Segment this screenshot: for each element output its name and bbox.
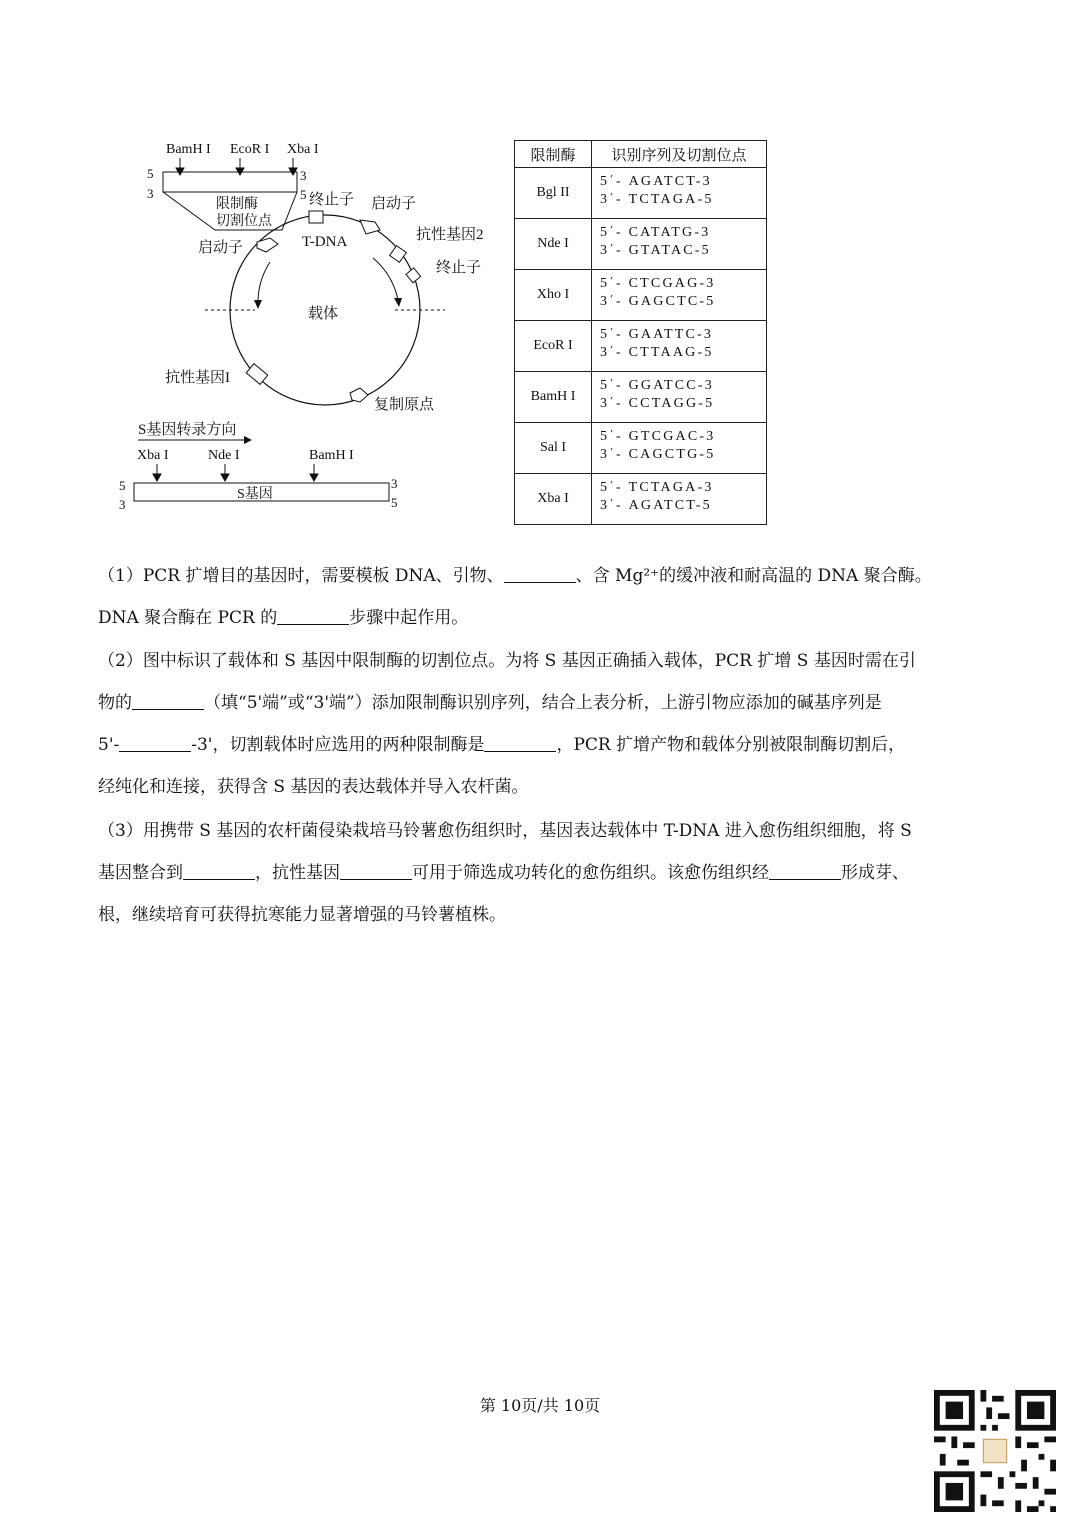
- label-s-gene: S基因: [237, 487, 273, 502]
- seq-bottom: 3΄- CCTAGG-5: [600, 396, 715, 411]
- page-footer: 第 10页/共 10页: [479, 1396, 601, 1415]
- answer-blank[interactable]: [340, 861, 412, 880]
- direction-arrow: [244, 436, 252, 444]
- enzyme-table: [514, 140, 767, 525]
- q2-text-b: 物的: [98, 693, 132, 713]
- q2-text-f: ，PCR 扩增产物和载体分别被限制酶切割后，: [556, 735, 906, 755]
- prime-3-left: 3: [147, 186, 154, 201]
- seq-top: 5΄- GTCGAC-3: [600, 429, 716, 444]
- qr-code-icon: [934, 1390, 1056, 1512]
- question-1: [98, 555, 988, 639]
- site-label-bamhi: BamH I: [166, 142, 211, 157]
- table-row: [515, 270, 767, 321]
- q1-text-d: 步骤中起作用。: [349, 608, 469, 628]
- prime-5-right: 5: [300, 187, 307, 202]
- prime-3-right: 3: [300, 168, 307, 183]
- gene-site-bamhi: BamH I: [309, 448, 354, 463]
- seq-top: 5΄- AGATCT-3: [600, 174, 712, 189]
- box-label-1: 限制酶: [216, 197, 258, 212]
- q3-text-e: 形成芽、: [841, 863, 909, 883]
- table-row: [515, 372, 767, 423]
- gene-prime-5-right: 5: [391, 495, 398, 510]
- table-row: [515, 423, 767, 474]
- seq-top: 5΄- TCTAGA-3: [600, 480, 714, 495]
- site-label-ecori: EcoR I: [230, 142, 270, 157]
- seq-top: 5΄- CATATG-3: [600, 225, 711, 240]
- seq-top: 5΄- GAATTC-3: [600, 327, 714, 342]
- q1-text-b: 、含 Mg²⁺的缓冲液和耐高温的 DNA 聚合酶。: [575, 566, 932, 586]
- label-terminator-1: 终止子: [309, 192, 355, 208]
- q2-text-d: 5'-: [98, 735, 120, 755]
- gene-prime-3-left: 3: [119, 497, 126, 512]
- q2-text-a: （2）图中标识了载体和 S 基因中限制酶的切割位点。为将 S 基因正确插入载体，PCR 扩增 S 基因时需在引: [98, 651, 916, 671]
- q3-text-b: 基因整合到: [98, 863, 183, 883]
- label-tdna: T-DNA: [302, 234, 348, 250]
- enzyme-name: Xba I: [515, 474, 592, 525]
- question-2: [98, 640, 988, 808]
- insert-box: [163, 172, 297, 192]
- label-terminator-2: 终止子: [436, 260, 482, 276]
- seq-bottom: 3΄- CAGCTG-5: [600, 447, 716, 462]
- enzyme-name: BamH I: [515, 372, 592, 423]
- seq-top: 5΄- GGATCC-3: [600, 378, 714, 393]
- label-transcription-direction: S基因转录方向: [138, 422, 237, 438]
- q1-text-c: DNA 聚合酶在 PCR 的: [98, 608, 278, 628]
- seq-top: 5΄- CTCGAG-3: [600, 276, 716, 291]
- q3-text-f: 根，继续培育可获得抗寒能力显著增强的马铃薯植株。: [98, 905, 506, 925]
- label-promoter-1: 启动子: [371, 196, 417, 212]
- terminator-box-2: [406, 268, 421, 283]
- q2-text-c: （填“5'端”或“3'端”）添加限制酶识别序列，结合上表分析，上游引物应添加的碱基序列是: [204, 693, 882, 713]
- table-header-enzyme: 限制酶: [515, 141, 592, 168]
- seq-bottom: 3΄- TCTAGA-5: [600, 192, 714, 207]
- question-3: [98, 810, 988, 936]
- origin-arrow: [350, 388, 368, 402]
- enzyme-name: Sal I: [515, 423, 592, 474]
- q3-text-c: ，抗性基因: [255, 863, 340, 883]
- seq-bottom: 3΄- AGATCT-5: [600, 498, 712, 513]
- label-promoter-2: 启动子: [198, 240, 244, 256]
- answer-blank[interactable]: [484, 733, 556, 752]
- seq-bottom: 3΄- CTTAAG-5: [600, 345, 714, 360]
- label-resistance-2: 抗性基因2: [416, 227, 484, 243]
- site-label-xbai: Xba I: [287, 142, 319, 157]
- answer-blank[interactable]: [183, 861, 255, 880]
- resistance-box-2: [390, 246, 407, 263]
- label-origin: 复制原点: [374, 397, 435, 413]
- table-row: [515, 168, 767, 219]
- q2-text-e: -3'，切割载体时应选用的两种限制酶是: [191, 735, 485, 755]
- table-header-sequence: 识别序列及切割位点: [592, 141, 767, 168]
- answer-blank[interactable]: [277, 606, 349, 625]
- seq-bottom: 3΄- GAGCTC-5: [600, 294, 716, 309]
- enzyme-name: Xho I: [515, 270, 592, 321]
- q3-text-d: 可用于筛选成功转化的愈伤组织。该愈伤组织经: [412, 863, 769, 883]
- answer-blank[interactable]: [769, 861, 841, 880]
- promoter-arrow-2: [360, 220, 380, 234]
- plasmid-diagram: [0, 0, 510, 530]
- seq-bottom: 3΄- GTATAC-5: [600, 243, 711, 258]
- answer-blank[interactable]: [119, 733, 191, 752]
- answer-blank[interactable]: [132, 691, 204, 710]
- table-row: [515, 321, 767, 372]
- enzyme-name: Bgl II: [515, 168, 592, 219]
- enzyme-name: Nde I: [515, 219, 592, 270]
- answer-blank[interactable]: [504, 564, 576, 583]
- label-resistance-1: 抗性基因I: [165, 370, 230, 386]
- q2-text-g: 经纯化和连接，获得含 S 基因的表达载体并导入农杆菌。: [98, 777, 529, 797]
- label-vector: 载体: [308, 306, 339, 322]
- gene-site-xbai: Xba I: [137, 448, 169, 463]
- terminator-box-1: [309, 211, 323, 223]
- table-row: [515, 474, 767, 525]
- gene-prime-5-left: 5: [119, 478, 126, 493]
- gene-site-ndei: Nde I: [208, 448, 240, 463]
- q3-text-a: （3）用携带 S 基因的农杆菌侵染栽培马铃薯愈伤组织时，基因表达载体中 T-DNA 进入愈伤组织细胞，将 S: [98, 821, 912, 841]
- box-label-2: 切割位点: [216, 214, 272, 229]
- table-row: [515, 219, 767, 270]
- enzyme-name: EcoR I: [515, 321, 592, 372]
- q1-text-a: （1）PCR 扩增目的基因时，需要模板 DNA、引物、: [98, 566, 504, 586]
- prime-5-left: 5: [147, 166, 154, 181]
- gene-prime-3-right: 3: [391, 476, 398, 491]
